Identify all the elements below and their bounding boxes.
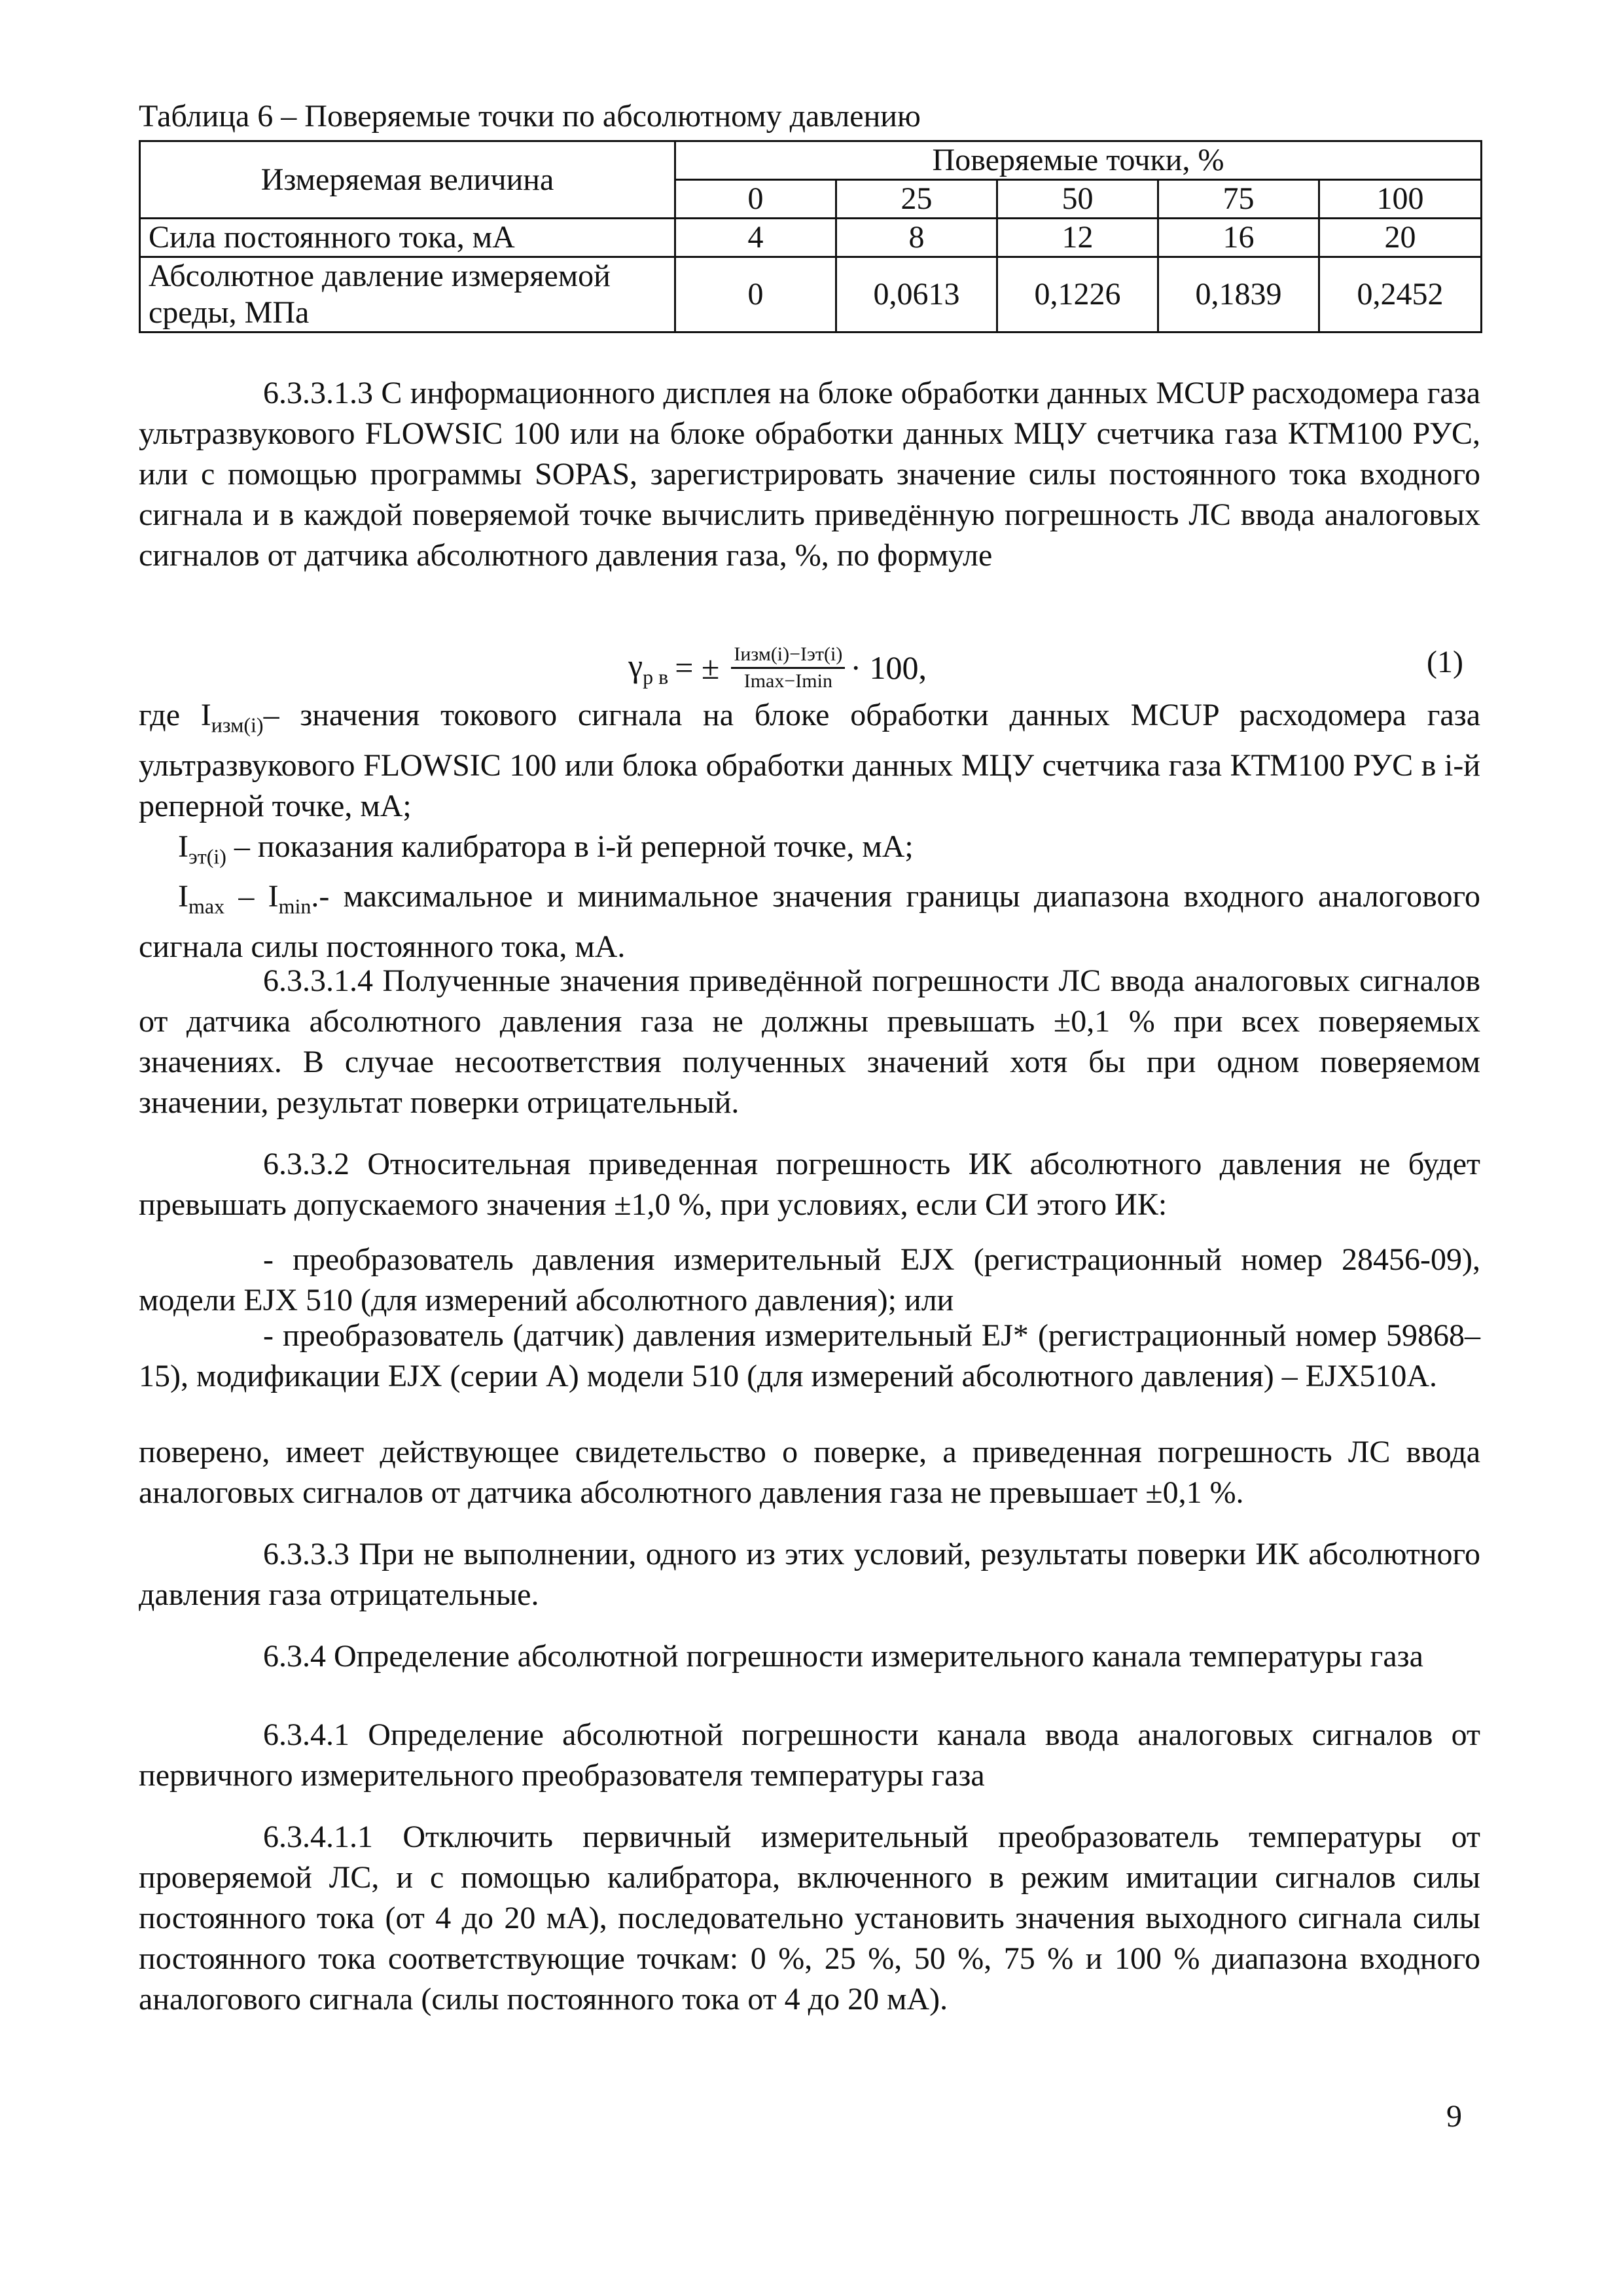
- row-label-line: среды, МПа: [149, 295, 310, 330]
- point-cell: 50: [997, 180, 1158, 219]
- where-text: – значения токового сигнала на блоке обработки данных MCUP расходомера газа ультразвукового FLOWSIC 100 или блока обработки данных МЦУ счетчика газа КТМ100 РУС в i-й реперной точке, мА;: [139, 698, 1480, 823]
- table-header-row: [140, 141, 1482, 180]
- where-text: .- максимальное и минимальное значения границы диапазона входного аналогового сигнала силы постоянного тока, мА.: [139, 879, 1481, 964]
- paragraph-6-3-4: 6.3.4 Определение абсолютной погрешности измерительного канала температуры газа: [263, 1639, 1423, 1674]
- gamma-symbol: γ: [628, 647, 643, 684]
- symbol-subscript: изм(i): [211, 713, 264, 737]
- row-label-current: Сила постоянного тока, мА: [140, 219, 675, 257]
- where-line-1: [139, 695, 1480, 827]
- table-caption: Таблица 6 – Поверяемые точки по абсолютному давлению: [139, 99, 921, 134]
- table-cell: 0,2452: [1319, 257, 1482, 332]
- header-verification-points: Поверяемые точки, %: [675, 141, 1482, 180]
- paragraph-6-3-3-3: 6.3.3.3 При не выполнении, одного из этих условий, результаты поверки ИК абсолютного давления газа отрицательные.: [139, 1537, 1480, 1612]
- formula-lhs-subscript: р в: [643, 664, 669, 689]
- table-cell: 0,1839: [1158, 257, 1319, 332]
- formula-number: (1): [1427, 645, 1463, 679]
- table-cell: 20: [1319, 219, 1482, 257]
- paragraph-verified: поверено, имеет действующее свидетельство о поверке, а приведенная погрешность ЛС ввода аналоговых сигналов от датчика абсолютного давления газа не превышает ±0,1 %.: [139, 1435, 1480, 1510]
- row-label-pressure: [140, 257, 675, 332]
- paragraph-6-3-4-1: 6.3.4.1 Определение абсолютной погрешности канала ввода аналоговых сигналов от первичного измерительного преобразователя температуры газа: [139, 1717, 1480, 1793]
- point-cell: 0: [675, 180, 836, 219]
- point-cell: 100: [1319, 180, 1482, 219]
- formula-numerator: Iизм(i)−Iэт(i): [731, 643, 845, 669]
- symbol-subscript: min: [278, 894, 312, 918]
- formula-lhs: [628, 647, 668, 689]
- symbol-I: – I: [224, 879, 279, 914]
- row-label-line: Абсолютное давление измеряемой: [149, 259, 611, 293]
- where-text: – показания калибратора в i-й реперной точке, мА;: [226, 829, 914, 864]
- paragraph-6-3-4-1-1: 6.3.4.1.1 Отключить первичный измерительный преобразователь температуры от проверяемой ЛС, и с помощью калибратора, включенного в режим имитации сигналов силы постоянного тока (от 4 до 20 мА), последовательно установить значения выходного сигнала силы постоянного тока соответствующие точкам: 0 %, 25 %, 50 %, 75 % и 100 % диапазона входного аналогового сигнала (силы постоянного тока от 4 до 20 мА).: [139, 1820, 1480, 2017]
- formula-fraction: [731, 643, 845, 692]
- point-cell: 75: [1158, 180, 1319, 219]
- symbol-subscript: эт(i): [188, 844, 226, 869]
- header-measured-quantity: Измеряемая величина: [140, 141, 675, 219]
- table-cell: 12: [997, 219, 1158, 257]
- table-cell: 0,1226: [997, 257, 1158, 332]
- point-cell: 25: [836, 180, 997, 219]
- where-line-2: [139, 827, 1480, 877]
- table-cell: 16: [1158, 219, 1319, 257]
- where-line-3: [139, 876, 1480, 967]
- list-item-2: - преобразователь (датчик) давления измерительный EJ* (регистрационный номер 59868–15), модификации EJX (серии А) модели 510 (для измерений абсолютного давления) – EJX510A.: [139, 1318, 1480, 1393]
- list-item-1: - преобразователь давления измерительный EJX (регистрационный номер 28456-09), модели EJX 510 (для измерений абсолютного давления); или: [139, 1242, 1480, 1318]
- table-cell: 8: [836, 219, 997, 257]
- formula-tail: · 100,: [850, 649, 927, 686]
- formula-where-block: [139, 695, 1480, 967]
- table-cell: 4: [675, 219, 836, 257]
- paragraph-6-3-3-1-3: 6.3.3.1.3 С информационного дисплея на блоке обработки данных MCUP расходомера газа ультразвукового FLOWSIC 100 или на блоке обработки данных МЦУ счетчика газа КТМ100 РУС, или с помощью программы SOPAS, зарегистрировать значение силы постоянного тока входного сигнала и в каждой поверяемой точке вычислить приведённую погрешность ЛС ввода аналоговых сигналов от датчика абсолютного давления газа, %, по формуле: [139, 376, 1480, 573]
- symbol-I: I: [178, 829, 188, 864]
- table-cell: 0: [675, 257, 836, 332]
- table-row: [140, 219, 1482, 257]
- table-cell: 0,0613: [836, 257, 997, 332]
- symbol-I: где I: [139, 698, 211, 732]
- symbol-I: I: [178, 879, 188, 914]
- paragraph-6-3-3-1-4: 6.3.3.1.4 Полученные значения приведённой погрешности ЛС ввода аналоговых сигналов от датчика абсолютного давления газа не должны превышать ±0,1 % при всех поверяемых значениях. В случае несоответствия полученных значений хотя бы при одном поверяемом значении, результат поверки отрицательный.: [139, 963, 1480, 1120]
- symbol-subscript: max: [188, 894, 225, 918]
- formula-denominator: Imax−Imin: [743, 670, 832, 692]
- formula-eq: = ±: [675, 649, 720, 686]
- table-row: [140, 257, 1482, 332]
- paragraph-6-3-3-2: 6.3.3.2 Относительная приведенная погрешность ИК абсолютного давления не будет превышать допускаемого значения ±1,0 %, при условиях, если СИ этого ИК:: [139, 1147, 1480, 1222]
- verification-points-table: [139, 140, 1482, 333]
- page-number: 9: [1446, 2099, 1462, 2134]
